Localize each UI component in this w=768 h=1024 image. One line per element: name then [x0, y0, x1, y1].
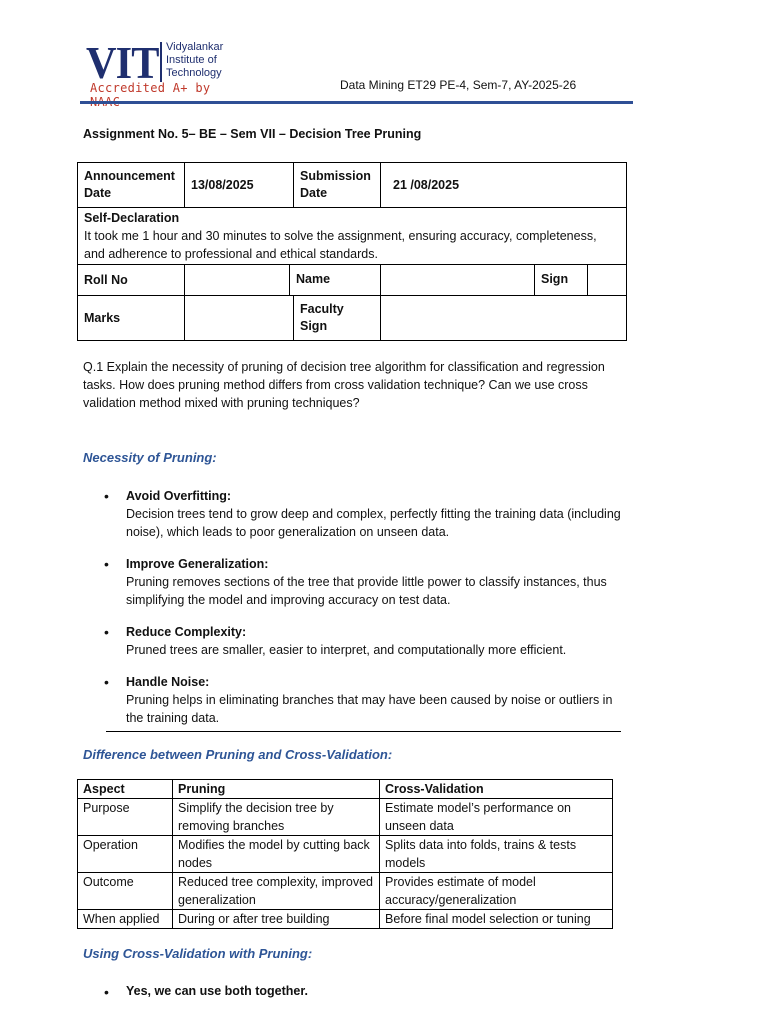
faculty-sign-label: Faculty Sign [294, 296, 381, 341]
course-info: Data Mining ET29 PE-4, Sem-7, AY-2025-26 [340, 78, 577, 92]
section-divider [106, 731, 621, 732]
comparison-table [77, 779, 613, 929]
table-row [78, 265, 627, 296]
sign-label: Sign [535, 265, 588, 295]
header-divider [80, 101, 633, 104]
self-declaration-text: It took me 1 hour and 30 minutes to solve the assignment, ensuring accuracy, completeness, and adherence to professional and ethical standards. [84, 229, 597, 261]
announcement-value: 13/08/2025 [185, 163, 294, 208]
table-header-row [78, 780, 613, 799]
self-declaration-cell [78, 208, 627, 265]
logo-divider [160, 42, 162, 82]
bullet-icon: • [104, 488, 109, 504]
assignment-title: Assignment No. 5– BE – Sem VII – Decision Tree Pruning [83, 127, 422, 141]
table-row [78, 296, 627, 341]
sign-value[interactable] [588, 265, 626, 295]
column-header: Cross-Validation [380, 780, 613, 799]
table-row [78, 163, 627, 208]
necessity-heading: Necessity of Pruning: [83, 450, 217, 465]
logo-abbr: VIT [86, 37, 159, 88]
table-row: When applied During or after tree building Before final model selection or tuning [78, 910, 613, 929]
roll-no-label: Roll No [78, 265, 185, 296]
name-label: Name [296, 272, 331, 286]
bullet-icon: • [104, 674, 109, 690]
using-cv-heading: Using Cross-Validation with Pruning: [83, 946, 313, 961]
name-value[interactable] [381, 265, 535, 295]
bullet-icon: • [104, 556, 109, 572]
logo-institute-name: Vidyalankar Institute of Technology [166, 41, 224, 79]
submission-value: 21 /08/2025 [381, 163, 627, 208]
institute-logo [86, 37, 236, 98]
difference-heading: Difference between Pruning and Cross-Validation: [83, 747, 393, 762]
marks-value[interactable] [185, 296, 294, 341]
bullet-icon: • [104, 624, 109, 640]
name-sign-cell [381, 265, 627, 296]
submission-label: Submission Date [294, 163, 381, 208]
bullet-icon: • [104, 984, 109, 1000]
roll-name-cell [185, 265, 381, 296]
roll-no-value[interactable] [185, 265, 290, 295]
question-text: Q.1 Explain the necessity of pruning of decision tree algorithm for classification and regression tasks. How does pruning method differs from cross validation technique? Can we use cross validation method mixed with pruning techniques? [83, 360, 605, 410]
table-row: Outcome Reduced tree complexity, improved generalization Provides estimate of model accuracy/generalization [78, 873, 613, 910]
accreditation-text: Accredited A+ by [90, 81, 211, 95]
faculty-sign-value[interactable] [381, 296, 627, 341]
column-header: Pruning [173, 780, 380, 799]
table-row [78, 208, 627, 265]
assignment-info-table [77, 162, 627, 341]
announcement-label: Announcement Date [78, 163, 185, 208]
self-declaration-label: Self-Declaration [84, 211, 180, 225]
column-header: Aspect [78, 780, 173, 799]
table-row: Purpose Simplify the decision tree by removing branches Estimate model’s performance on unseen data [78, 799, 613, 836]
marks-label: Marks [78, 296, 185, 341]
table-row: Operation Modifies the model by cutting back nodes Splits data into folds, trains & tests models [78, 836, 613, 873]
